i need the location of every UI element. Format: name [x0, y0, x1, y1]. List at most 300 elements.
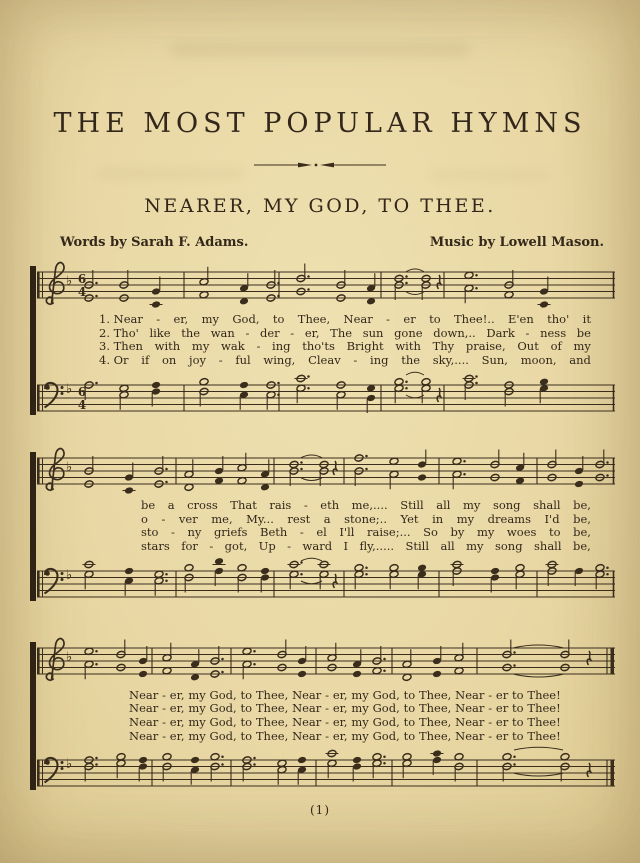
- notehead: [138, 756, 148, 764]
- lyric-word: for: [181, 538, 198, 553]
- music-credit: Music by Lowell Mason.: [429, 235, 604, 250]
- lyric-word: 4. Or: [99, 353, 129, 368]
- lyric-word: Near: [343, 312, 373, 326]
- augmentation-dot: [253, 764, 256, 767]
- lyric-word: -: [353, 353, 358, 368]
- lyric-word: der: [259, 325, 280, 340]
- lyric-word: my: [351, 715, 369, 730]
- lyric-word: dreams: [487, 511, 531, 526]
- augmentation-dot: [277, 295, 280, 298]
- lyric-word: Thee,: [418, 687, 452, 702]
- lyric-word: er,: [332, 687, 348, 702]
- lyric-word: -: [386, 312, 391, 326]
- lyric-line: [129, 730, 561, 744]
- time-signature: 4: [77, 397, 87, 412]
- lyric-word: er,: [332, 701, 348, 716]
- lyric-word: Thy: [432, 339, 455, 354]
- lyric-word: wan: [210, 325, 235, 340]
- lyric-line: [141, 540, 591, 554]
- tie: [514, 645, 563, 648]
- augmentation-dot: [300, 461, 303, 464]
- bleedthrough-smudge: [430, 170, 550, 180]
- notehead: [297, 670, 307, 678]
- augmentation-dot: [405, 387, 408, 390]
- lyric-word: 3. Then: [99, 339, 143, 354]
- lyric-word: -: [290, 325, 295, 340]
- lyric-word: wak: [221, 339, 245, 354]
- lyric-word: er,: [169, 687, 185, 702]
- lyric-word: Near: [292, 715, 322, 730]
- lyric-word: be,: [573, 497, 591, 512]
- lyric-word: on: [161, 353, 177, 368]
- flat-sign: ♭: [66, 274, 73, 289]
- lyric-word: -: [162, 728, 166, 743]
- lyric-word: Cleav: [308, 353, 341, 368]
- lyric-word: ing: [370, 353, 389, 368]
- lyric-word: God,: [209, 728, 237, 743]
- augmentation-dot: [221, 756, 224, 759]
- lyric-word: cross: [187, 497, 218, 512]
- lyric-word: -: [303, 497, 308, 512]
- lyric-word: Thee,: [297, 312, 331, 326]
- lyric-word: er,: [173, 312, 189, 326]
- lyric-word: My...: [246, 511, 274, 526]
- lyric-word: like: [149, 325, 171, 340]
- lyric-word: rais: [269, 497, 292, 512]
- lyric-word: got,: [224, 538, 248, 553]
- lyric-word: to: [272, 312, 285, 326]
- lyric-word: God,: [372, 715, 400, 730]
- augmentation-dot: [513, 764, 516, 767]
- lyric-word: er: [403, 312, 416, 326]
- augmentation-dot: [383, 756, 386, 759]
- augmentation-dot: [365, 566, 368, 569]
- music-system-3: [30, 632, 615, 801]
- lyric-word: song: [494, 538, 523, 553]
- lyric-word: ny: [187, 525, 202, 540]
- lyric-word: Near: [455, 728, 485, 743]
- flat-sign: ♭: [66, 649, 73, 665]
- final-barline: [611, 760, 615, 786]
- lyric-word: to: [512, 701, 524, 716]
- credits-row: [60, 235, 604, 250]
- lyric-word: -: [287, 538, 292, 553]
- flat-sign: ♭: [66, 757, 73, 773]
- final-barline: [611, 648, 615, 674]
- system-start-bar: [30, 642, 36, 791]
- rest: [587, 763, 590, 777]
- augmentation-dot: [606, 573, 609, 576]
- lyric-word: I'll: [339, 525, 355, 540]
- tie: [406, 372, 424, 375]
- lyric-word: my: [476, 525, 495, 540]
- lyric-word: song: [492, 497, 521, 512]
- lyric-word: my: [463, 497, 481, 512]
- lyric-word: er: [495, 728, 509, 743]
- lyric-word: Still: [400, 497, 424, 512]
- lyric-word: God,: [209, 701, 237, 716]
- lyric-word: Beth: [260, 525, 288, 540]
- tie: [406, 269, 424, 272]
- lyric-word: Thee!: [527, 701, 561, 716]
- lyric-word: ness: [540, 325, 567, 340]
- lyric-word: gone: [394, 325, 423, 340]
- augmentation-dot: [95, 295, 98, 298]
- music-system-1: [30, 256, 615, 425]
- time-signature: 4: [77, 285, 87, 299]
- notehead: [138, 670, 148, 678]
- lyric-word: if: [141, 353, 150, 368]
- lyric-word: griefs: [213, 525, 248, 540]
- lyric-word: er,: [304, 325, 320, 340]
- lyric-line: [129, 689, 561, 703]
- augmentation-dot: [307, 275, 310, 278]
- lyric-word: er,: [332, 728, 348, 743]
- augmentation-dot: [277, 382, 280, 385]
- lyric-word: Thee,: [255, 687, 289, 702]
- lyric-word: Still: [405, 538, 430, 553]
- lyric-word: -: [256, 339, 261, 354]
- augmentation-dot: [606, 461, 609, 464]
- time-signature: 6: [77, 272, 87, 286]
- lyric-word: God,: [372, 728, 400, 743]
- lyric-word: fly,.....: [359, 538, 395, 553]
- augmentation-dot: [165, 579, 168, 582]
- start-barline: [37, 571, 40, 597]
- lyric-word: tho': [547, 312, 570, 326]
- notehead: [352, 756, 362, 764]
- augmentation-dot: [95, 650, 98, 653]
- lyric-word: -: [325, 728, 330, 743]
- lyric-word: to: [429, 312, 441, 326]
- lyric-word: raise;...: [367, 525, 411, 540]
- notehead: [352, 670, 362, 678]
- augmentation-dot: [606, 566, 609, 569]
- lyric-word: a: [323, 511, 331, 526]
- lyric-line: [141, 513, 591, 527]
- lyric-word: The: [330, 325, 353, 340]
- lyric-word: Thee!: [527, 715, 561, 730]
- lyric-line: [99, 340, 591, 354]
- lyric-word: -: [156, 312, 161, 326]
- hymn-title: NEARER, MY GOD, TO THEE.: [144, 195, 496, 217]
- lyric-word: Thee,: [418, 715, 452, 730]
- lyric-word: Near: [455, 701, 485, 716]
- notehead: [239, 381, 249, 389]
- lyric-word: sun: [362, 325, 384, 340]
- lyric-word: all: [436, 497, 451, 512]
- lyric-word: praise,: [465, 339, 506, 354]
- notehead: [417, 473, 427, 481]
- rest: [333, 461, 336, 475]
- tie: [514, 748, 563, 751]
- lyric-word: ful: [235, 353, 251, 368]
- tie: [406, 395, 424, 398]
- augmentation-dot: [221, 670, 224, 673]
- notehead: [432, 670, 442, 678]
- lyric-word: to: [512, 715, 524, 730]
- augmentation-dot: [277, 393, 280, 396]
- lyric-word: -: [245, 325, 250, 340]
- tie: [406, 292, 424, 295]
- lyric-word: my: [351, 701, 369, 716]
- rest: [587, 651, 590, 665]
- lyric-word: be,: [572, 538, 591, 553]
- augmentation-dot: [383, 762, 386, 765]
- lyric-word: wing,: [263, 353, 296, 368]
- lyric-word: stone;..: [344, 511, 387, 526]
- lyric-word: Out: [517, 339, 539, 354]
- lyric-word: -: [488, 701, 493, 716]
- augmentation-dot: [95, 382, 98, 385]
- lyric-line: [141, 499, 591, 513]
- augmentation-dot: [253, 650, 256, 653]
- notehead: [490, 567, 500, 575]
- lyric-word: Near: [455, 715, 485, 730]
- lyric-word: to: [548, 525, 561, 540]
- lyric-word: Thee,: [418, 701, 452, 716]
- lyric-word: Up: [258, 538, 276, 553]
- notehead: [151, 381, 161, 389]
- augmentation-dot: [95, 757, 98, 760]
- augmentation-dot: [165, 481, 168, 484]
- lyric-word: I'd: [544, 511, 560, 526]
- lyric-word: rest: [287, 511, 311, 526]
- lyric-word: -: [171, 525, 175, 540]
- lyric-word: my: [351, 687, 369, 702]
- augmentation-dot: [513, 756, 516, 759]
- augmentation-dot: [277, 282, 280, 285]
- augmentation-dot: [405, 282, 408, 285]
- augmentation-dot: [300, 561, 303, 564]
- lyric-word: -: [488, 715, 493, 730]
- lyric-word: to: [512, 728, 524, 743]
- augmentation-dot: [383, 669, 386, 672]
- lyric-word: -: [488, 728, 493, 743]
- lyric-word: 1. Near: [99, 312, 143, 326]
- lyric-word: -: [162, 701, 166, 716]
- tie: [301, 558, 322, 561]
- tie: [514, 674, 563, 677]
- lyric-word: Thee,: [418, 728, 452, 743]
- start-barline: [37, 272, 40, 298]
- lyric-word: God,: [372, 701, 400, 716]
- lyric-word: me,: [211, 511, 233, 526]
- lyric-word: That: [230, 497, 257, 512]
- system-start-bar: [30, 452, 36, 601]
- lyric-word: -: [161, 511, 166, 526]
- augmentation-dot: [221, 764, 224, 767]
- lyric-word: to: [403, 687, 416, 702]
- lyric-word: Near: [129, 701, 159, 716]
- lyric-word: my: [188, 687, 206, 702]
- lyric-word: be,: [573, 511, 591, 526]
- lyric-word: 2. Tho': [99, 325, 139, 340]
- lyric-word: my: [351, 728, 369, 743]
- start-barline: [37, 458, 40, 484]
- lyric-word: my: [188, 701, 206, 716]
- augmentation-dot: [307, 375, 310, 378]
- lyric-line: [141, 526, 591, 540]
- lyric-word: joy: [189, 353, 206, 368]
- augmentation-dot: [95, 663, 98, 666]
- lyric-word: to: [240, 701, 253, 716]
- lyric-word: the: [181, 325, 201, 340]
- notehead: [297, 756, 307, 764]
- augmentation-dot: [365, 468, 368, 471]
- lyric-word: moon,: [520, 353, 557, 368]
- bass-staff: [37, 555, 615, 611]
- augmentation-dot: [475, 382, 478, 385]
- lyric-word: Near: [129, 715, 159, 730]
- flat-sign: ♭: [66, 381, 73, 397]
- lyric-word: of: [550, 339, 562, 354]
- treble-staff: [37, 442, 615, 498]
- lyric-word: Thee,: [255, 715, 289, 730]
- lyric-word: Near: [129, 728, 159, 743]
- lyric-word: stars: [141, 538, 170, 553]
- lyric-word: God,: [209, 687, 237, 702]
- lyric-word: and: [569, 353, 591, 368]
- treble-staff: [37, 256, 615, 312]
- lyric-word: Sun,: [481, 353, 508, 368]
- notehead: [190, 756, 200, 764]
- lyric-line: [99, 354, 591, 368]
- lyric-word: I: [343, 538, 349, 553]
- lyric-word: Dark: [486, 325, 515, 340]
- lyric-word: sto: [141, 525, 159, 540]
- lyric-word: E'en: [508, 312, 534, 326]
- augmentation-dot: [300, 573, 303, 576]
- lyric-word: shall: [534, 538, 562, 553]
- lyric-word: with: [154, 339, 181, 354]
- augmentation-dot: [307, 387, 310, 390]
- lyric-word: ward: [302, 538, 333, 553]
- time-signature: 6: [77, 384, 87, 399]
- augmentation-dot: [606, 474, 609, 477]
- lyric-word: Near: [292, 701, 322, 716]
- tie: [514, 774, 563, 777]
- start-barline: [37, 648, 40, 674]
- augmentation-dot: [463, 473, 466, 476]
- augmentation-dot: [300, 468, 303, 471]
- lyric-word: in: [432, 511, 444, 526]
- augmentation-dot: [365, 455, 368, 458]
- lyric-word: to: [512, 687, 524, 702]
- lyric-word: me,....: [351, 497, 388, 512]
- lyric-word: woes: [506, 525, 537, 540]
- lyric-word: Bright: [346, 339, 384, 354]
- lyric-word: God,: [209, 715, 237, 730]
- lyric-word: be: [141, 497, 156, 512]
- rest: [333, 574, 336, 588]
- lyric-word: Thee!: [527, 728, 561, 743]
- augmentation-dot: [475, 375, 478, 378]
- lyric-line: [99, 327, 591, 341]
- augmentation-dot: [95, 282, 98, 285]
- lyric-word: -: [209, 538, 214, 553]
- lyric-word: er,: [169, 701, 185, 716]
- divider-ornament: [254, 159, 386, 171]
- lyric-word: my: [191, 339, 210, 354]
- lyric-word: Yet: [400, 511, 419, 526]
- lyric-word: Near: [129, 687, 159, 702]
- lyric-word: God,: [372, 687, 400, 702]
- lyric-word: Thee,: [255, 728, 289, 743]
- augmentation-dot: [365, 573, 368, 576]
- lyric-word: el: [316, 525, 327, 540]
- tie: [301, 478, 322, 481]
- lyric-word: o: [141, 511, 148, 526]
- lyric-word: to: [240, 715, 253, 730]
- page-title: THE MOST POPULAR HYMNS: [53, 108, 587, 139]
- augmentation-dot: [383, 657, 386, 660]
- notehead: [124, 567, 134, 575]
- bleedthrough-smudge: [95, 168, 245, 179]
- bass-staff: [37, 744, 615, 800]
- bleedthrough-smudge: [170, 42, 470, 57]
- lyric-word: be: [576, 325, 591, 340]
- lyric-word: Thee!: [527, 687, 561, 702]
- augmentation-dot: [95, 764, 98, 767]
- lyric-word: a: [167, 497, 175, 512]
- page-number: (1): [310, 803, 330, 818]
- lyric-word: my: [188, 728, 206, 743]
- lyric-word: -: [325, 687, 330, 702]
- lyric-word: tho'ts: [302, 339, 335, 354]
- augmentation-dot: [307, 288, 310, 291]
- lyric-word: God,: [232, 312, 260, 326]
- lyric-word: er,: [169, 715, 185, 730]
- lyric-word: ver: [178, 511, 198, 526]
- lyric-word: by: [450, 525, 465, 540]
- lyric-word: shall: [533, 497, 561, 512]
- lyric-word: my: [201, 312, 219, 326]
- notehead: [260, 567, 270, 575]
- augmentation-dot: [513, 664, 516, 667]
- lyric-word: -: [299, 525, 304, 540]
- lyric-word: -: [325, 715, 330, 730]
- flat-sign: ♭: [66, 567, 73, 583]
- lyrics-block: [37, 313, 615, 368]
- lyric-word: ing: [272, 339, 291, 354]
- augmentation-dot: [475, 287, 478, 290]
- lyric-word: to: [403, 728, 416, 743]
- notehead: [574, 480, 584, 488]
- flat-sign: ♭: [66, 459, 73, 475]
- bass-staff: [37, 369, 615, 425]
- lyric-line: [129, 716, 561, 730]
- lyric-line: [99, 313, 591, 327]
- augmentation-dot: [253, 757, 256, 760]
- lyric-word: -: [325, 701, 330, 716]
- tie: [301, 455, 322, 458]
- lyric-word: er: [495, 687, 509, 702]
- augmentation-dot: [165, 468, 168, 471]
- music-system-2: [30, 442, 615, 611]
- tie: [301, 581, 322, 584]
- augmentation-dot: [463, 460, 466, 463]
- lyric-word: sky,....: [432, 353, 469, 368]
- lyric-word: to: [240, 687, 253, 702]
- lyric-word: er: [495, 715, 509, 730]
- treble-staff: [37, 632, 615, 688]
- lyric-line: [129, 702, 561, 716]
- lyric-word: -: [218, 353, 223, 368]
- lyric-word: -: [525, 325, 530, 340]
- lyric-word: to: [240, 728, 253, 743]
- lyric-word: the: [401, 353, 421, 368]
